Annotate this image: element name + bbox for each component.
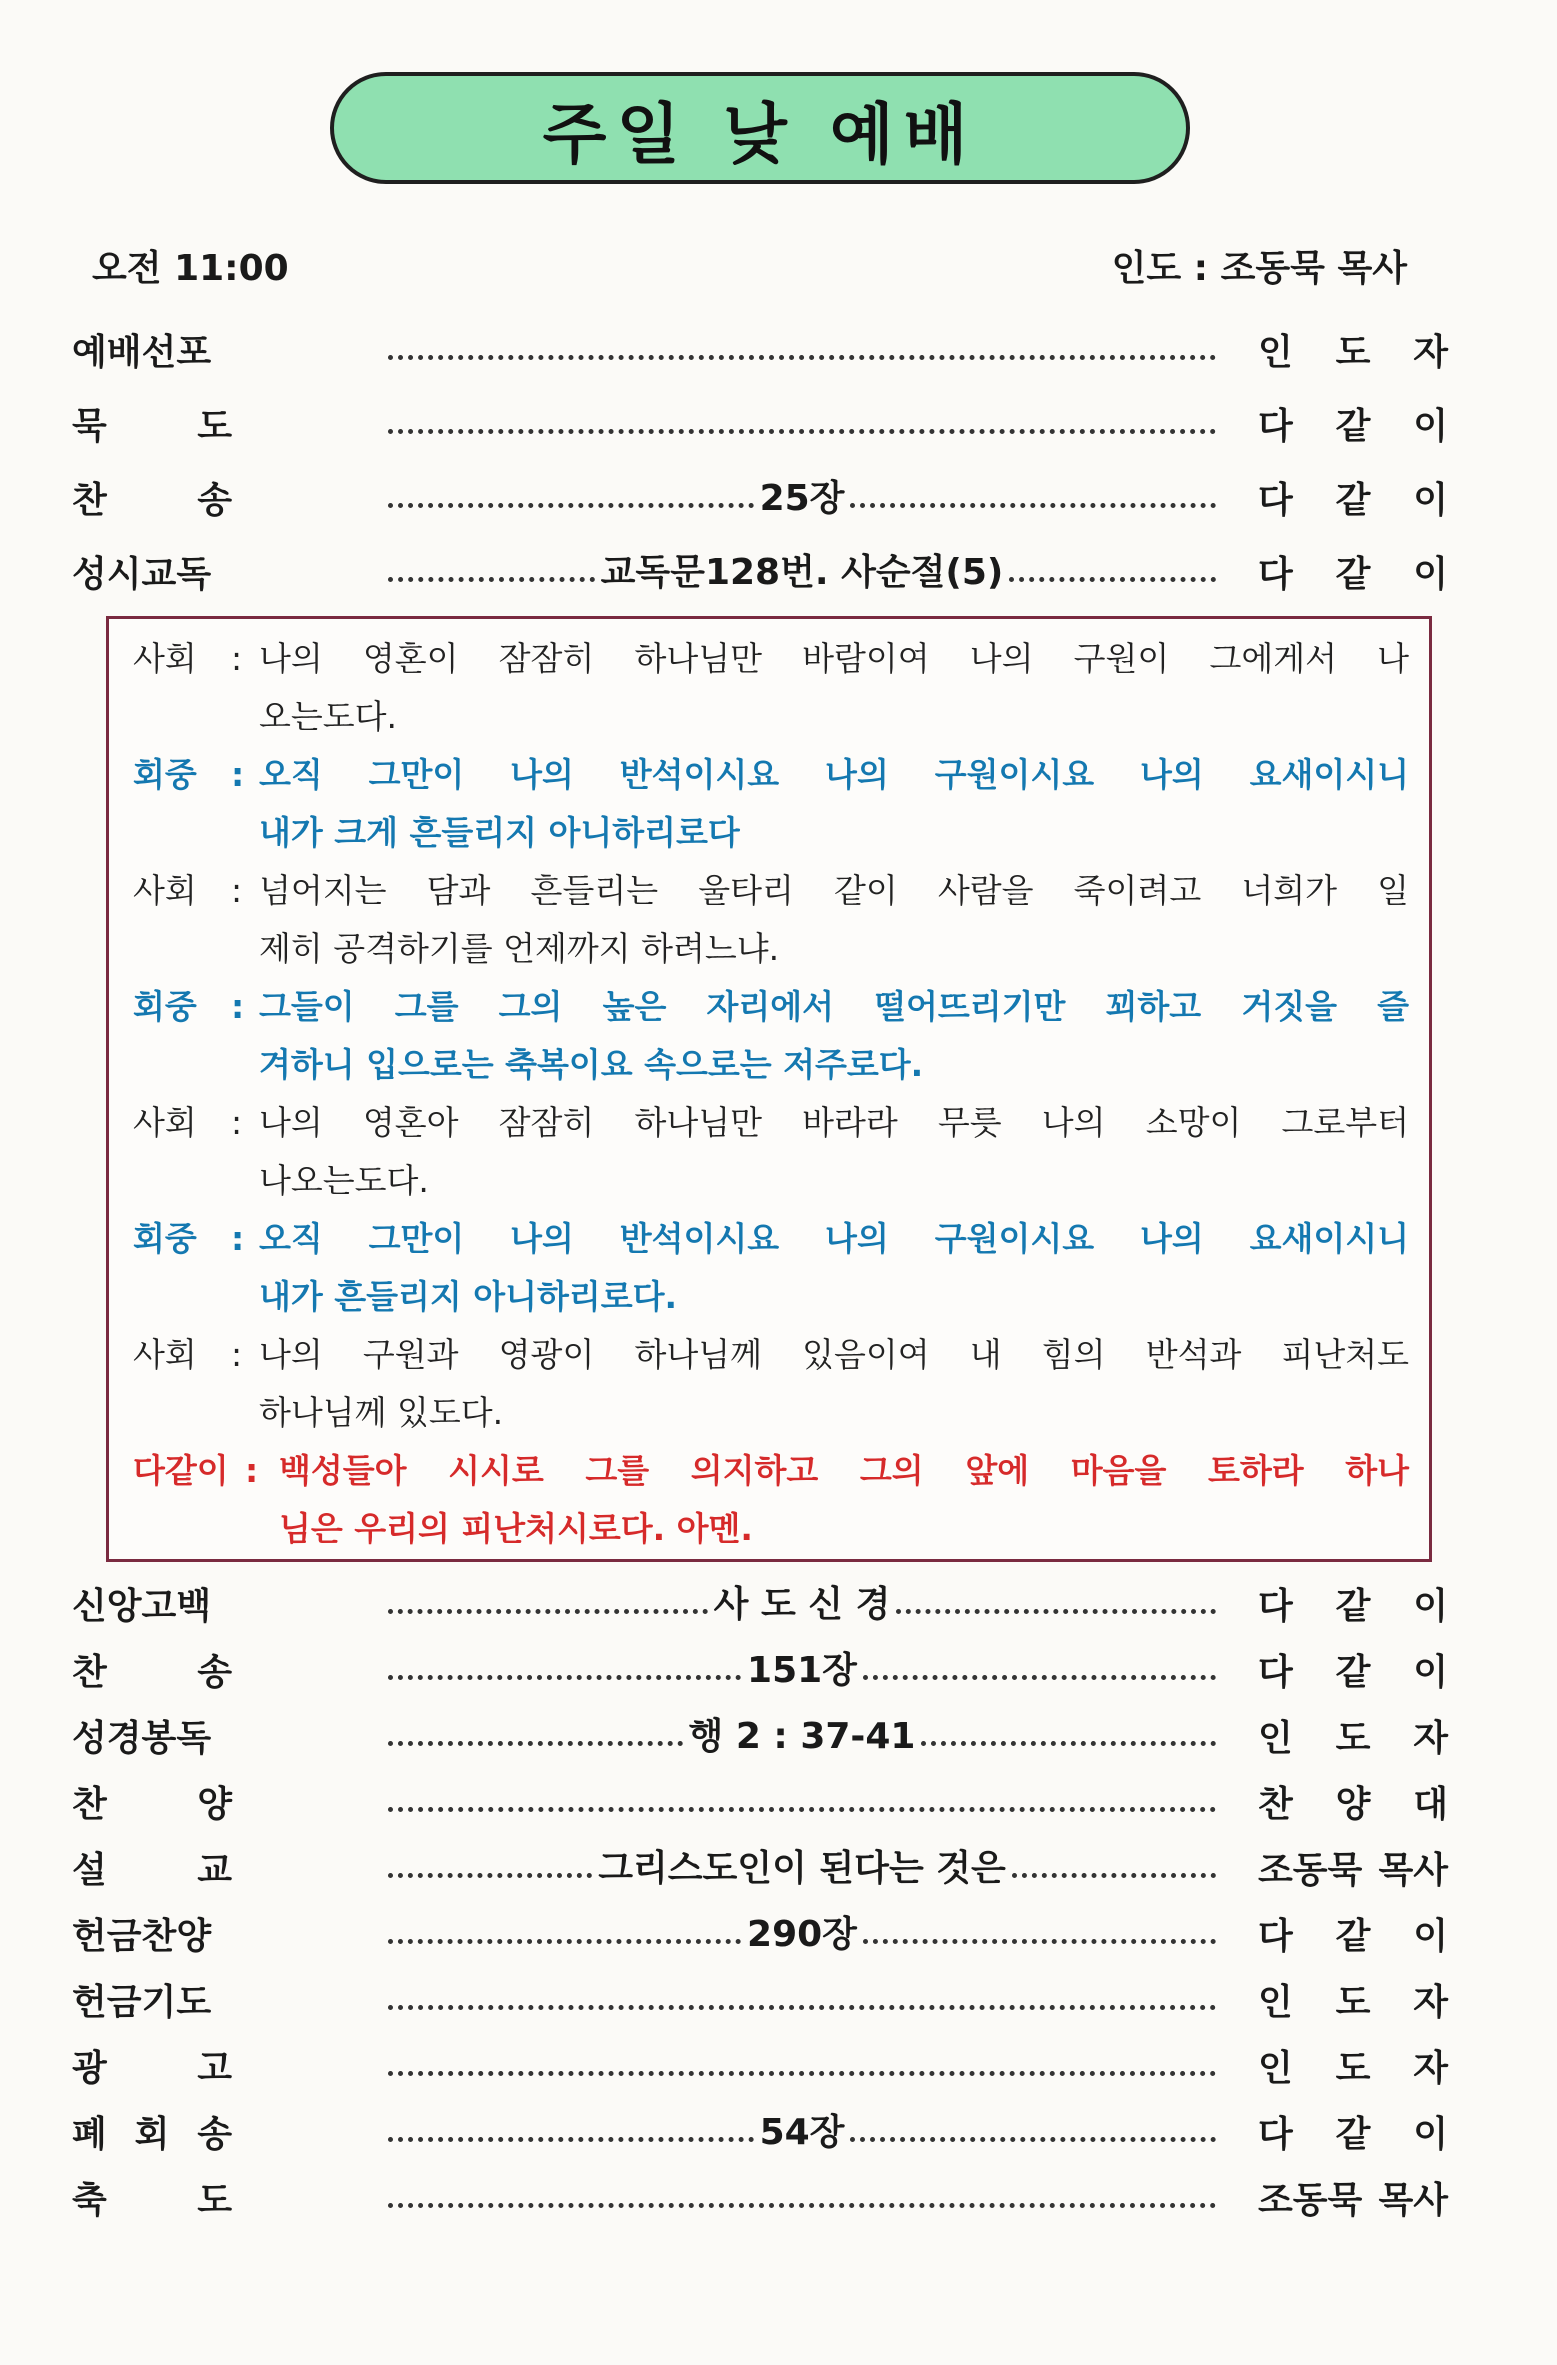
dotted-leader — [382, 2038, 1222, 2088]
order-item-performer: 다 같 이 — [1258, 1652, 1448, 1693]
leader-dots — [863, 1655, 1216, 1680]
order-item-label: 폐 회 송 — [72, 2114, 232, 2155]
order-item-performer: 다 같 이 — [1258, 406, 1448, 447]
leader-dots — [388, 1853, 592, 1878]
service-leader: 인도 : 조동묵 목사 — [1111, 248, 1407, 289]
order-item-performer: 조동묵 목사 — [1258, 1850, 1448, 1891]
dotted-leader — [382, 1774, 1222, 1824]
reading-text: 백성들아 시시로 그를 의지하고 그의 앞에 마음을 토하라 하나 — [279, 1451, 1409, 1490]
reading-speaker: 사회 — [133, 871, 197, 910]
order-item-label: 축 도 — [72, 2180, 232, 2221]
order-item — [72, 1902, 1452, 1962]
order-item-label: 헌금찬양 — [72, 1916, 212, 1957]
reading-colon: : — [245, 1451, 259, 1490]
dotted-leader — [382, 1642, 1222, 1692]
order-item — [72, 466, 1452, 526]
order-item-content: 그리스도인이 된다는 것은 — [598, 1847, 1006, 1889]
order-item — [72, 2100, 1452, 2160]
order-item — [72, 318, 1452, 378]
reading-text: 나의 영혼이 잠잠히 하나님만 바람이여 나의 구원이 그에게서 나 — [259, 639, 1409, 678]
order-item-performer: 인 도 자 — [1258, 332, 1448, 373]
order-item-label: 신앙고백 — [72, 1586, 212, 1627]
order-item-content: 151장 — [747, 1649, 857, 1691]
reading-text: 나의 구원과 영광이 하나님께 있음이여 내 힘의 반석과 피난처도 — [259, 1335, 1409, 1374]
order-item-performer: 찬 양 대 — [1258, 1784, 1448, 1825]
leader-dots — [388, 557, 595, 582]
order-item — [72, 2034, 1452, 2094]
order-item-content: 교독문128번. 사순절(5) — [600, 551, 1004, 593]
order-item — [72, 540, 1452, 600]
reading-colon: : — [231, 1219, 245, 1258]
reading-text: 나의 영혼아 잠잠히 하나님만 바라라 무릇 나의 소망이 그로부터 — [259, 1103, 1409, 1142]
order-item-content: 사 도 신 경 — [713, 1583, 891, 1625]
order-item-performer: 다 같 이 — [1258, 480, 1448, 521]
leader-dots — [388, 1589, 708, 1614]
reading-text: 오직 그만이 나의 반석이시요 나의 구원이시요 나의 요새이시니 — [259, 755, 1409, 794]
reading-colon: : — [231, 755, 245, 794]
dotted-leader — [382, 470, 1222, 520]
responsive-reading-box — [106, 616, 1432, 1562]
leader-dots — [388, 2051, 1216, 2076]
order-item-label: 예배선포 — [72, 332, 212, 373]
reading-speaker: 다같이 — [133, 1451, 229, 1490]
leader-dots — [921, 1721, 1216, 1746]
leader-dots — [1009, 557, 1216, 582]
dotted-leader — [382, 1972, 1222, 2022]
order-item-content: 25장 — [759, 477, 845, 519]
order-item-performer: 인 도 자 — [1258, 1982, 1448, 2023]
order-item-performer: 인 도 자 — [1258, 2048, 1448, 2089]
order-item-performer: 다 같 이 — [1258, 554, 1448, 595]
reading-text: 넘어지는 담과 흔들리는 울타리 같이 사람을 죽이려고 너희가 일 — [259, 871, 1409, 910]
dotted-leader — [382, 1840, 1222, 1890]
page-title-banner — [330, 72, 1190, 184]
dotted-leader — [382, 2170, 1222, 2220]
order-item-label: 묵 도 — [72, 406, 232, 447]
order-item-label: 헌금기도 — [72, 1982, 212, 2023]
order-item — [72, 1968, 1452, 2028]
order-item-label: 성경봉독 — [72, 1718, 212, 1759]
reading-text: 내가 크게 흔들리지 아니하리로다 — [259, 813, 740, 852]
order-item-label: 찬 양 — [72, 1784, 232, 1825]
order-item-content: 290장 — [747, 1913, 857, 1955]
reading-text: 겨하니 입으로는 축복이요 속으로는 저주로다. — [259, 1045, 924, 1084]
reading-text: 님은 우리의 피난처시로다. 아멘. — [279, 1509, 753, 1548]
order-item-label: 성시교독 — [72, 554, 212, 595]
reading-colon: : — [231, 639, 243, 678]
reading-text: 그들이 그를 그의 높은 자리에서 떨어뜨리기만 꾀하고 거짓을 즐 — [259, 987, 1409, 1026]
leader-dots — [388, 483, 754, 508]
page-title: 주일 낮 예배 — [542, 95, 978, 173]
leader-dots — [850, 483, 1216, 508]
order-item-performer: 인 도 자 — [1258, 1718, 1448, 1759]
dotted-leader — [382, 396, 1222, 446]
reading-text: 제히 공격하기를 언제까지 하려느냐. — [259, 929, 780, 968]
leader-dots — [388, 1985, 1216, 2010]
order-item — [72, 1572, 1452, 1632]
leader-dots — [388, 1919, 741, 1944]
service-time: 오전 11:00 — [92, 248, 289, 289]
leader-dots — [388, 1787, 1216, 1812]
reading-speaker: 사회 — [133, 1335, 197, 1374]
order-item-label: 광 고 — [72, 2048, 232, 2089]
order-item-content: 54장 — [759, 2111, 845, 2153]
reading-colon: : — [231, 1335, 243, 1374]
leader-dots — [863, 1919, 1216, 1944]
reading-text: 나오는도다. — [259, 1161, 429, 1200]
leader-dots — [388, 1721, 683, 1746]
order-item — [72, 1638, 1452, 1698]
dotted-leader — [382, 322, 1222, 372]
dotted-leader — [382, 1708, 1222, 1758]
dotted-leader — [382, 1906, 1222, 1956]
leader-dots — [388, 409, 1216, 434]
reading-speaker: 회중 — [133, 1219, 197, 1258]
dotted-leader — [382, 2104, 1222, 2154]
reading-colon: : — [231, 871, 243, 910]
reading-text: 하나님께 있도다. — [259, 1393, 504, 1432]
order-item — [72, 1704, 1452, 1764]
dotted-leader — [382, 1576, 1222, 1626]
order-item-label: 찬 송 — [72, 480, 232, 521]
reading-speaker: 회중 — [133, 987, 197, 1026]
order-item-label: 설 교 — [72, 1850, 232, 1891]
reading-text: 내가 흔들리지 아니하리로다. — [259, 1277, 678, 1316]
leader-dots — [388, 335, 1216, 360]
order-item-performer: 다 같 이 — [1258, 1586, 1448, 1627]
leader-dots — [388, 1655, 741, 1680]
dotted-leader — [382, 544, 1222, 594]
order-item-content: 행 2 : 37-41 — [688, 1715, 916, 1757]
order-item-performer: 다 같 이 — [1258, 2114, 1448, 2155]
leader-dots — [388, 2183, 1216, 2208]
reading-speaker: 회중 — [133, 755, 197, 794]
reading-speaker: 사회 — [133, 639, 197, 678]
reading-colon: : — [231, 1103, 243, 1142]
leader-dots — [850, 2117, 1216, 2142]
order-item — [72, 1770, 1452, 1830]
leader-dots — [388, 2117, 754, 2142]
leader-dots — [896, 1589, 1216, 1614]
leader-dots — [1012, 1853, 1216, 1878]
reading-speaker: 사회 — [133, 1103, 197, 1142]
reading-text: 오는도다. — [259, 697, 398, 736]
reading-colon: : — [231, 987, 245, 1026]
reading-text: 오직 그만이 나의 반석이시요 나의 구원이시요 나의 요새이시니 — [259, 1219, 1409, 1258]
order-item — [72, 392, 1452, 452]
order-item — [72, 1836, 1452, 1896]
order-item-performer: 다 같 이 — [1258, 1916, 1448, 1957]
order-item-label: 찬 송 — [72, 1652, 232, 1693]
order-item — [72, 2166, 1452, 2226]
order-item-performer: 조동묵 목사 — [1258, 2180, 1448, 2221]
